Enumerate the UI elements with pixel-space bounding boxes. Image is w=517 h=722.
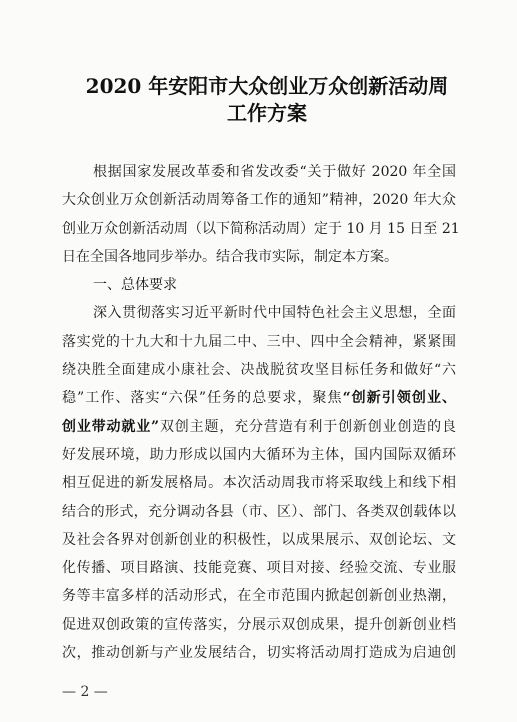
paragraph-line: [62, 388, 456, 416]
emphasized-text: “创新引领创业、: [342, 390, 456, 407]
paragraph-line: 好发展环境，助力形成以国内大循环为主体，国内国际双循环: [62, 446, 456, 463]
paragraph-line: 及社会各界对创新创业的积极性，以成果展示、双创论坛、文: [62, 531, 456, 548]
paragraph-line: 次，推动创新与产业发展结合，切实将活动周打造成为启迪创: [62, 645, 456, 662]
intro-line: 大众创业万众创新活动周筹备工作的通知”精神，2020 年大众: [62, 192, 456, 209]
paragraph-line: 绕决胜全面建成小康社会、决战脱贫攻坚目标任务和做好“六: [62, 362, 456, 379]
page-number: — 2 —: [62, 684, 108, 700]
intro-line: 创业万众创新活动周（以下简称活动周）定于 10 月 15 日至 21: [62, 220, 460, 237]
emphasized-text: 创业带动就业”: [62, 418, 160, 435]
paragraph-line: 落实党的十九大和十九届二中、三中、四中全会精神，紧紧围: [62, 333, 456, 350]
paragraph-line: [62, 417, 456, 445]
document-title-line-2: 工作方案: [227, 101, 307, 125]
paragraph-line: 务等丰富多样的活动形式，在全市范围内掀起创新创业热潮，: [62, 588, 456, 605]
paragraph-text: 稳”工作、落实“六保”任务的总要求，聚焦: [62, 390, 343, 407]
intro-line: 日在全国各地同步举办。结合我市实际，制定本方案。: [62, 248, 398, 265]
section-heading: 一、总体要求: [93, 277, 177, 294]
paragraph-line: 深入贯彻落实习近平新时代中国特色社会主义思想，全面: [93, 305, 456, 322]
paragraph-line: 相互促进的新发展格局。本次活动周我市将采取线上和线下相: [62, 475, 456, 492]
paragraph-line: 促进双创政策的宣传落实，分展示双创成果，提升创新创业档: [62, 616, 456, 633]
document-body: [62, 162, 460, 671]
paragraph-line: 结合的形式，充分调动各县（市、区）、部门、各类双创载体以: [62, 503, 456, 520]
document-title-line-1: 2020 年安阳市大众创业万众创新活动周: [85, 74, 449, 98]
intro-line: 根据国家发展改革委和省发改委“关于做好 2020 年全国: [93, 164, 456, 180]
paragraph-line: 化传播、项目路演、技能竞赛、项目对接、经验交流、专业服: [62, 560, 456, 577]
paragraph-text: 双创主题，充分营造有利于创新创业创造的良: [159, 418, 456, 435]
